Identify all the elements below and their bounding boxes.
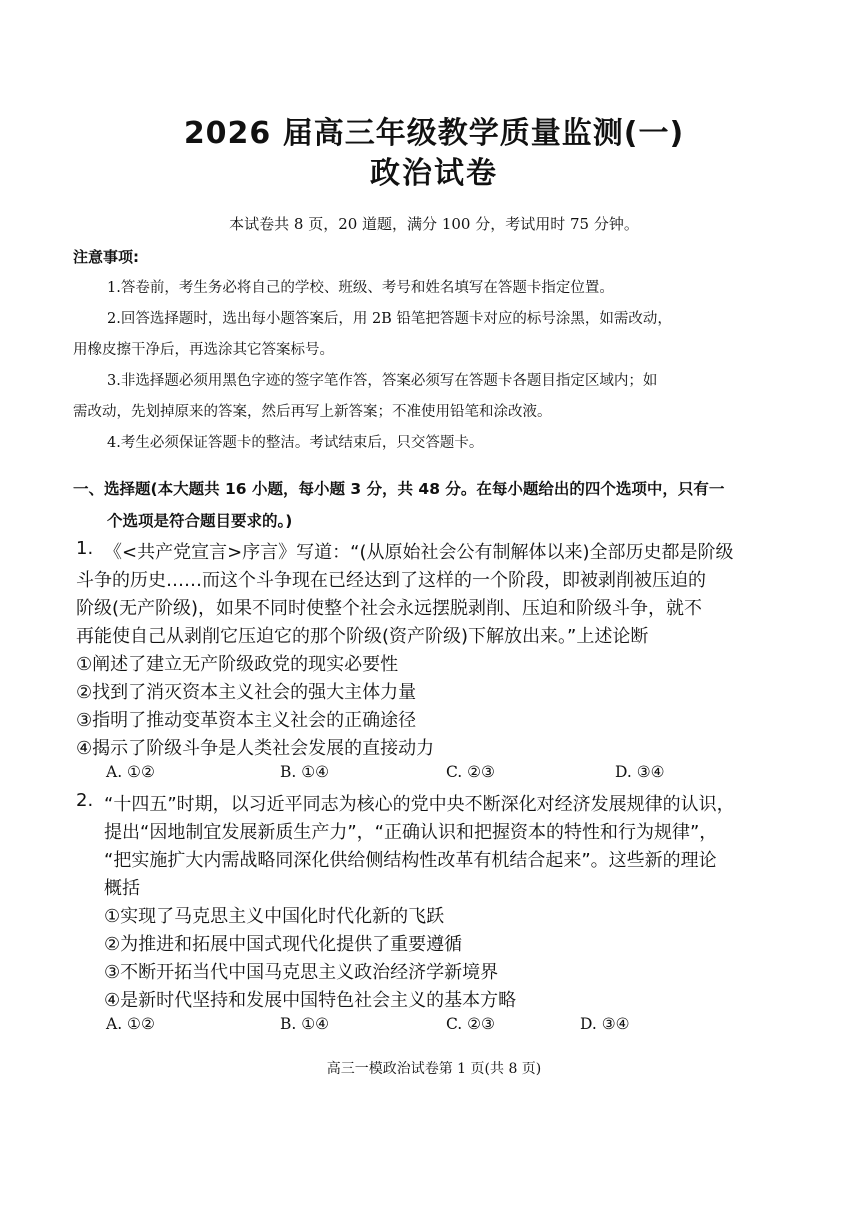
question-text: 再能使自己从剥削它压迫它的那个阶级(资产阶级)下解放出来。”上述论断 bbox=[76, 626, 649, 647]
question-number: 2. bbox=[76, 790, 94, 811]
question-text: “十四五”时期，以习近平同志为核心的党中央不断深化对经济发展规律的认识， bbox=[104, 794, 735, 815]
question-text: 概括 bbox=[104, 878, 140, 899]
exam-info: 本试卷共 8 页，20 道题，满分 100 分，考试用时 75 分钟。 bbox=[229, 215, 639, 233]
page-title: 2026 届高三年级教学质量监测(一) bbox=[183, 116, 685, 151]
section-heading: 一、选择题(本大题共 16 小题，每小题 3 分，共 48 分。在每小题给出的四个选项中，只有一 bbox=[73, 480, 725, 498]
question-text: 提出“因地制宜发展新质生产力”，“正确认识和把握资本的特性和行为规律”， bbox=[104, 822, 718, 843]
question-statement: ④是新时代坚持和发展中国特色社会主义的基本方略 bbox=[104, 990, 517, 1011]
question-statement: ①阐述了建立无产阶级政党的现实必要性 bbox=[76, 654, 399, 675]
answer-option-a: A. ①② bbox=[106, 763, 155, 781]
question-text: “把实施扩大内需战略同深化供给侧结构性改革有机结合起来”。这些新的理论 bbox=[104, 850, 717, 871]
question-statement: ②找到了消灭资本主义社会的强大主体力量 bbox=[76, 682, 417, 703]
question-number: 1. bbox=[76, 538, 94, 559]
question-statement: ①实现了马克思主义中国化时代化新的飞跃 bbox=[104, 906, 445, 927]
answer-option-b: B. ①④ bbox=[280, 763, 330, 781]
answer-option-c: C. ②③ bbox=[446, 763, 495, 781]
notice-item: 3.非选择题必须用黑色字迹的签字笔作答，答案必须写在答题卡各题目指定区域内；如 bbox=[107, 373, 658, 389]
section-heading-cont: 个选项是符合题目要求的。) bbox=[107, 512, 293, 530]
question-text: 《<共产党宣言>序言》写道：“(从原始社会公有制解体以来)全部历史都是阶级 bbox=[104, 542, 734, 563]
answer-option-c: C. ②③ bbox=[446, 1015, 495, 1033]
notice-heading: 注意事项: bbox=[73, 248, 139, 266]
question-statement: ④揭示了阶级斗争是人类社会发展的直接动力 bbox=[76, 738, 435, 759]
answer-option-b: B. ①④ bbox=[280, 1015, 330, 1033]
question-statement: ③不断开拓当代中国马克思主义政治经济学新境界 bbox=[104, 962, 499, 983]
question-statement: ③指明了推动变革资本主义社会的正确途径 bbox=[76, 710, 417, 731]
page-subtitle: 政治试卷 bbox=[370, 156, 498, 191]
notice-item: 2.回答选择题时，选出每小题答案后，用 2B 铅笔把答题卡对应的标号涂黑，如需改动， bbox=[107, 311, 672, 327]
answer-option-d: D. ③④ bbox=[580, 1015, 630, 1033]
notice-item: 4.考生必须保证答题卡的整洁。考试结束后，只交答题卡。 bbox=[107, 435, 484, 451]
question-text: 阶级(无产阶级)，如果不同时使整个社会永远摆脱剥削、压迫和阶级斗争，就不 bbox=[76, 598, 703, 619]
question-statement: ②为推进和拓展中国式现代化提供了重要遵循 bbox=[104, 934, 463, 955]
answer-option-d: D. ③④ bbox=[615, 763, 665, 781]
notice-item: 需改动，先划掉原来的答案，然后再写上新答案；不准使用铅笔和涂改液。 bbox=[73, 404, 552, 420]
question-text: 斗争的历史……而这个斗争现在已经达到了这样的一个阶段，即被剥削被压迫的 bbox=[76, 570, 706, 591]
answer-option-a: A. ①② bbox=[106, 1015, 155, 1033]
notice-item: 用橡皮擦干净后，再选涂其它答案标号。 bbox=[73, 342, 334, 358]
page-footer: 高三一模政治试卷第 1 页(共 8 页) bbox=[326, 1061, 542, 1077]
notice-item: 1.答卷前，考生务必将自己的学校、班级、考号和姓名填写在答题卡指定位置。 bbox=[107, 280, 614, 296]
